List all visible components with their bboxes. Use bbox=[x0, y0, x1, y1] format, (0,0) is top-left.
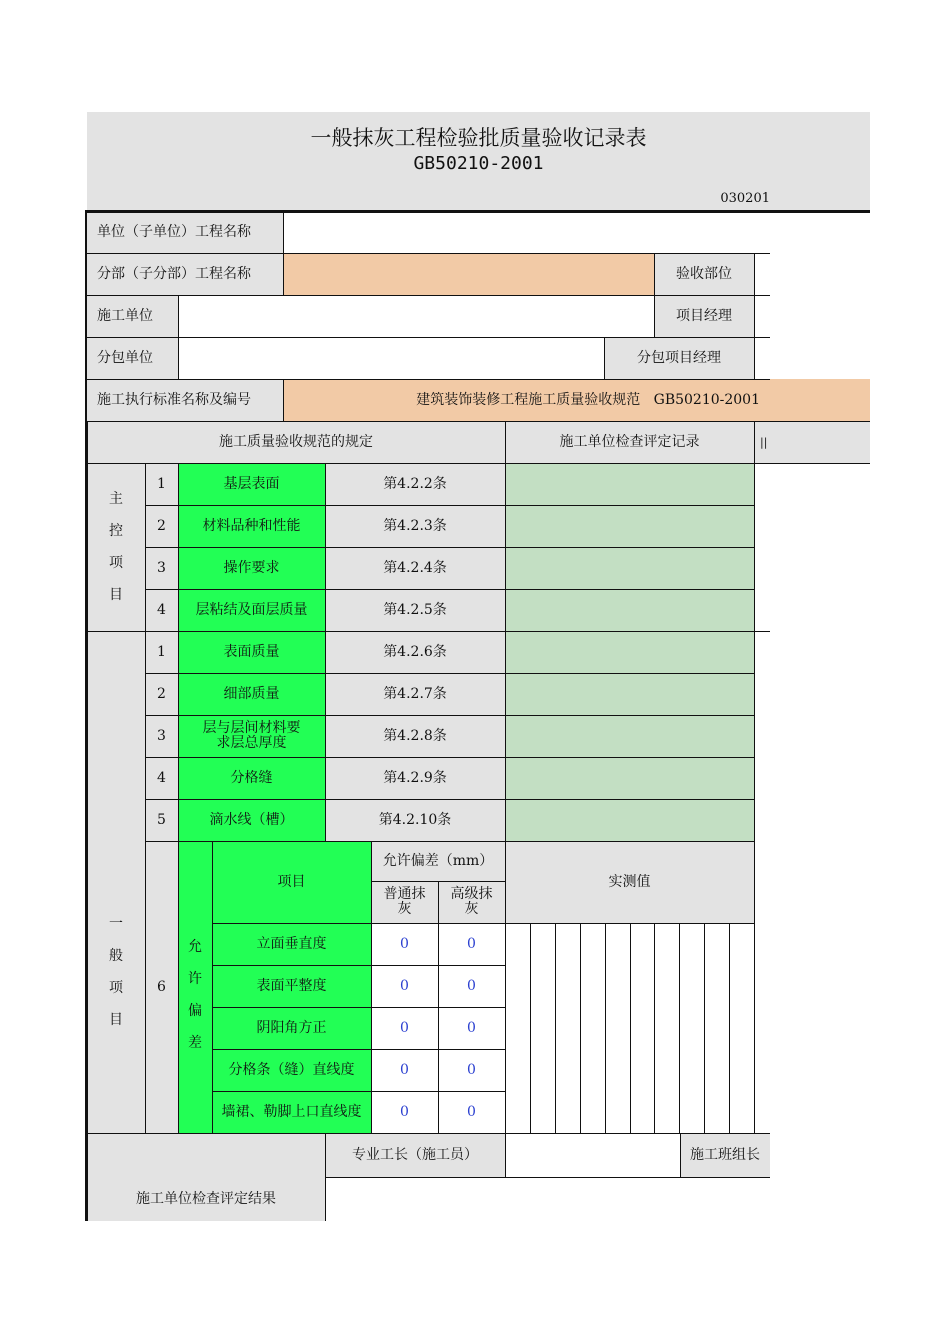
sub-project-label: 分部（子分部）工程名称 bbox=[87, 253, 283, 295]
standard-value: 建筑装饰装修工程施工质量验收规范 GB50210-2001 bbox=[283, 379, 870, 421]
page-title: 一般抹灰工程检验批质量验收记录表 bbox=[310, 125, 647, 150]
main-item-clause: 第4.2.4条 bbox=[325, 547, 505, 589]
tolerance-row-name: 分格条（缝）直线度 bbox=[212, 1049, 371, 1091]
general-item-no: 4 bbox=[145, 757, 178, 799]
grid-line bbox=[754, 253, 755, 379]
grid-line bbox=[145, 841, 754, 842]
grid-line bbox=[283, 253, 284, 295]
tolerance-side-char: 允 bbox=[188, 939, 202, 955]
measured-values-header: 实测值 bbox=[505, 841, 754, 923]
tolerance-item-header: 项目 bbox=[212, 841, 371, 923]
grid-line bbox=[754, 421, 755, 463]
subcontract-manager-field[interactable] bbox=[754, 337, 770, 379]
general-item-record[interactable] bbox=[505, 757, 754, 799]
grid-line bbox=[212, 1049, 505, 1050]
main-item-record[interactable] bbox=[505, 547, 754, 589]
allowable-deviation-header: 允许偏差（mm） bbox=[371, 841, 505, 881]
tolerance-normal-value[interactable]: 0 bbox=[371, 1007, 438, 1049]
general-char: 般 bbox=[109, 948, 123, 964]
main-item-record[interactable] bbox=[505, 589, 754, 631]
grid-line bbox=[729, 923, 730, 1133]
grid-line bbox=[87, 421, 870, 422]
subcontract-manager-label: 分包项目经理 bbox=[604, 337, 754, 379]
main-control-char: 控 bbox=[109, 523, 123, 539]
footer-blank bbox=[87, 1133, 325, 1177]
subcontract-unit-field[interactable] bbox=[178, 337, 604, 379]
main-item-clause: 第4.2.5条 bbox=[325, 589, 505, 631]
unit-project-label: 单位（子单位）工程名称 bbox=[87, 212, 283, 253]
tolerance-side-char: 差 bbox=[188, 1035, 202, 1051]
general-item-clause: 第4.2.7条 bbox=[325, 673, 505, 715]
grid-line bbox=[580, 923, 581, 1133]
grid-line bbox=[283, 379, 284, 421]
grid-line bbox=[87, 379, 770, 380]
grid-line bbox=[145, 463, 146, 1133]
main-item-name: 层粘结及面层质量 bbox=[178, 589, 325, 631]
general-item-name: 滴水线（槽） bbox=[178, 799, 325, 841]
grid-line bbox=[87, 210, 870, 213]
grid-line bbox=[438, 881, 439, 1133]
main-control-char: 项 bbox=[109, 555, 123, 571]
grid-line bbox=[145, 547, 754, 548]
grid-line bbox=[605, 923, 606, 1133]
general-item-clause: 第4.2.9条 bbox=[325, 757, 505, 799]
general-char: 一 bbox=[109, 916, 123, 932]
main-item-record[interactable] bbox=[505, 463, 754, 505]
construction-unit-label: 施工单位 bbox=[87, 295, 178, 337]
grid-line bbox=[630, 923, 631, 1133]
grid-line bbox=[704, 923, 705, 1133]
grid-line bbox=[87, 463, 870, 464]
grid-line bbox=[145, 673, 754, 674]
spec-header: 施工质量验收规范的规定 bbox=[87, 421, 505, 463]
main-item-no: 2 bbox=[145, 505, 178, 547]
main-item-clause: 第4.2.2条 bbox=[325, 463, 505, 505]
tolerance-normal-value[interactable]: 0 bbox=[371, 1091, 438, 1133]
main-control-char: 主 bbox=[109, 491, 123, 507]
cut-header bbox=[754, 421, 870, 463]
general-item-name: 表面质量 bbox=[178, 631, 325, 673]
main-item-no: 3 bbox=[145, 547, 178, 589]
general-char: 目 bbox=[109, 1012, 123, 1028]
main-control-char: 目 bbox=[109, 587, 123, 603]
grid-line bbox=[87, 421, 88, 1221]
tolerance-advanced-value[interactable]: 0 bbox=[438, 1007, 505, 1049]
advanced-plaster-header: 高级抹灰 bbox=[438, 881, 505, 923]
foreman-field[interactable] bbox=[505, 1133, 680, 1177]
tolerance-row-name: 立面垂直度 bbox=[212, 923, 371, 965]
subcontract-unit-label: 分包单位 bbox=[87, 337, 178, 379]
tolerance-item-no: 6 bbox=[145, 841, 178, 1133]
project-manager-field[interactable] bbox=[754, 295, 770, 337]
tolerance-normal-value[interactable]: 0 bbox=[371, 923, 438, 965]
general-item-no: 3 bbox=[145, 715, 178, 757]
tolerance-row-name: 表面平整度 bbox=[212, 965, 371, 1007]
grid-line bbox=[145, 715, 754, 716]
unit-project-field[interactable] bbox=[283, 212, 770, 253]
tolerance-side-label bbox=[178, 841, 212, 1133]
grid-line bbox=[505, 463, 506, 1177]
tolerance-normal-value[interactable]: 0 bbox=[371, 1049, 438, 1091]
grid-line bbox=[555, 923, 556, 1133]
grid-line bbox=[87, 337, 770, 338]
grid-line bbox=[505, 421, 506, 463]
general-item-no: 1 bbox=[145, 631, 178, 673]
grid-line bbox=[87, 1133, 770, 1134]
general-item-clause: 第4.2.6条 bbox=[325, 631, 505, 673]
grid-line bbox=[87, 295, 770, 296]
main-item-no: 4 bbox=[145, 589, 178, 631]
main-item-name: 操作要求 bbox=[178, 547, 325, 589]
general-item-no: 5 bbox=[145, 799, 178, 841]
tolerance-advanced-value[interactable]: 0 bbox=[438, 1091, 505, 1133]
grid-line bbox=[178, 463, 179, 1133]
grid-line bbox=[325, 1133, 326, 1221]
form-number: 030201 bbox=[720, 190, 770, 206]
grid-line bbox=[283, 212, 284, 253]
grid-line bbox=[145, 757, 754, 758]
grid-line bbox=[654, 253, 655, 337]
grid-line bbox=[679, 923, 680, 1133]
grid-line bbox=[530, 923, 531, 1133]
general-item-name: 细部质量 bbox=[178, 673, 325, 715]
main-item-record[interactable] bbox=[505, 505, 754, 547]
result-label: 施工单位检查评定结果 bbox=[87, 1177, 325, 1221]
grid-line bbox=[212, 1007, 505, 1008]
general-item-record[interactable] bbox=[505, 715, 754, 757]
standard-code: GB50210-2001 bbox=[413, 152, 544, 174]
grid-line bbox=[145, 799, 754, 800]
main-item-no: 1 bbox=[145, 463, 178, 505]
record-header: 施工单位检查评定记录 bbox=[505, 421, 754, 463]
grid-line bbox=[212, 1091, 505, 1092]
grid-line bbox=[87, 631, 770, 632]
general-item-clause: 第4.2.10条 bbox=[325, 799, 505, 841]
grid-line bbox=[145, 589, 754, 590]
construction-unit-field[interactable] bbox=[178, 295, 654, 337]
normal-plaster-header: 普通抹灰 bbox=[371, 881, 438, 923]
general-item-record[interactable] bbox=[505, 673, 754, 715]
tolerance-advanced-value[interactable]: 0 bbox=[438, 923, 505, 965]
tolerance-row-name: 墙裙、勒脚上口直线度 bbox=[212, 1091, 371, 1133]
general-item-record[interactable] bbox=[505, 631, 754, 673]
general-group-label bbox=[87, 631, 145, 1133]
grid-line bbox=[212, 923, 754, 924]
main-item-name: 材料品种和性能 bbox=[178, 505, 325, 547]
main-item-clause: 第4.2.3条 bbox=[325, 505, 505, 547]
grid-line bbox=[325, 1177, 770, 1178]
tolerance-side-char: 许 bbox=[188, 971, 202, 987]
grid-line bbox=[604, 337, 605, 379]
grid-line bbox=[371, 841, 372, 1133]
tolerance-side-char: 偏 bbox=[188, 1003, 202, 1019]
grid-line bbox=[680, 1133, 681, 1177]
project-manager-label: 项目经理 bbox=[654, 295, 754, 337]
general-item-name: 分格缝 bbox=[178, 757, 325, 799]
main-control-group-label bbox=[87, 463, 145, 631]
tolerance-advanced-value[interactable]: 0 bbox=[438, 965, 505, 1007]
tolerance-normal-value[interactable]: 0 bbox=[371, 965, 438, 1007]
grid-line bbox=[654, 923, 655, 1133]
foreman-label: 专业工长（施工员） bbox=[325, 1133, 505, 1177]
cut-header-glyph: || bbox=[760, 435, 768, 449]
grid-line bbox=[145, 505, 754, 506]
general-item-name: 层与层间材料要求层总厚度 bbox=[178, 715, 325, 757]
grid-line bbox=[212, 841, 213, 1133]
general-item-clause: 第4.2.8条 bbox=[325, 715, 505, 757]
grid-line bbox=[212, 965, 505, 966]
standard-label: 施工执行标准名称及编号 bbox=[87, 379, 283, 421]
grid-line bbox=[178, 295, 179, 379]
grid-line bbox=[87, 253, 770, 254]
team-leader-label: 施工班组长 bbox=[680, 1133, 770, 1177]
tolerance-advanced-value[interactable]: 0 bbox=[438, 1049, 505, 1091]
main-item-name: 基层表面 bbox=[178, 463, 325, 505]
acceptance-part-label: 验收部位 bbox=[654, 253, 754, 295]
grid-line bbox=[754, 463, 755, 1133]
tolerance-row-name: 阴阳角方正 bbox=[212, 1007, 371, 1049]
acceptance-part-field[interactable] bbox=[754, 253, 770, 295]
grid-line bbox=[325, 463, 326, 841]
general-item-no: 2 bbox=[145, 673, 178, 715]
sub-project-field[interactable] bbox=[283, 253, 654, 295]
general-char: 项 bbox=[109, 980, 123, 996]
general-item-record[interactable] bbox=[505, 799, 754, 841]
